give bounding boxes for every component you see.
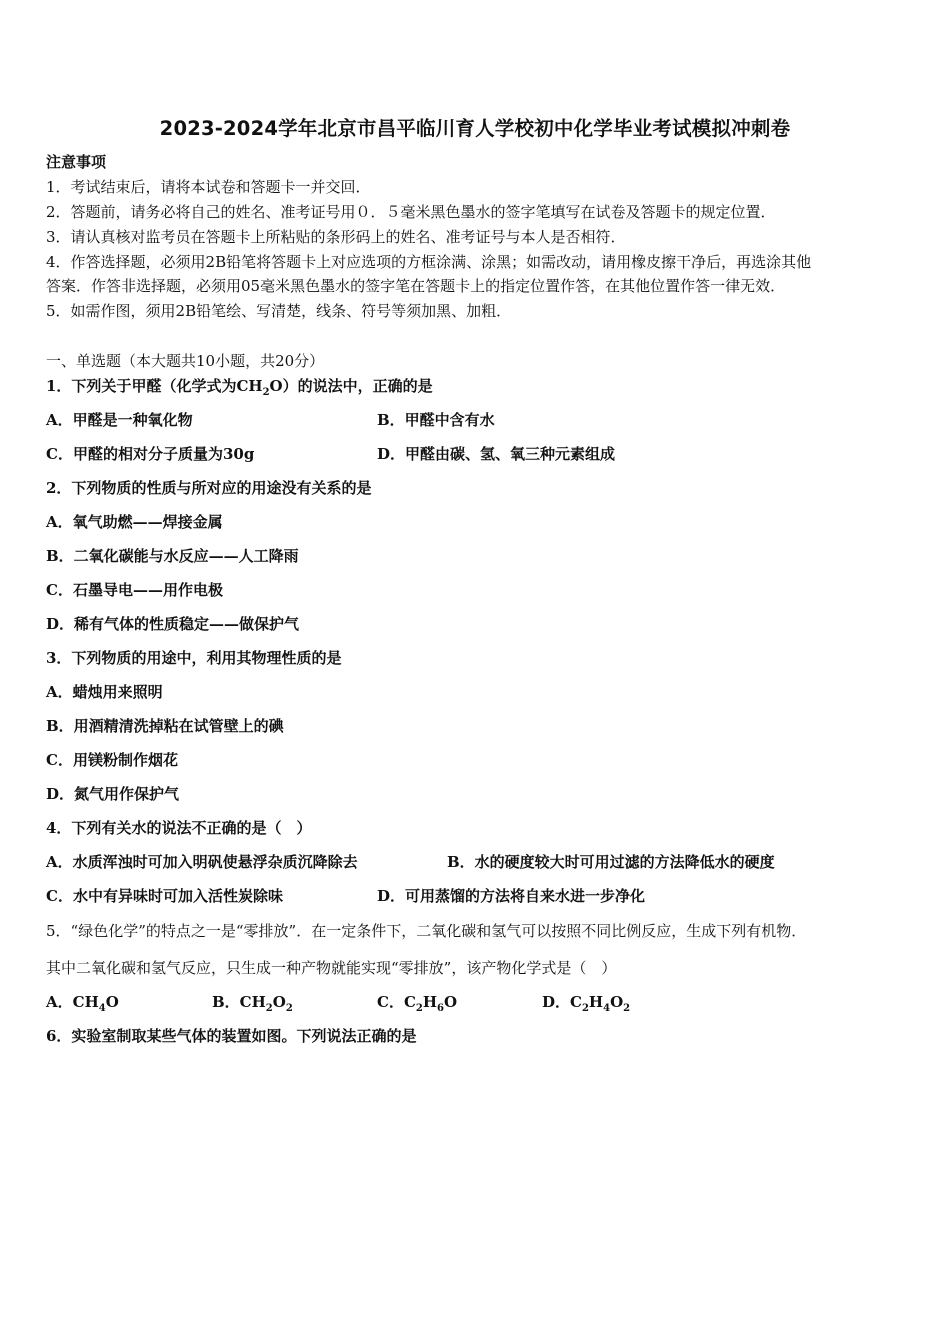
q2-option-d[interactable]: D．稀有气体的性质稳定——做保护气 [46,615,300,633]
q3-option-d[interactable]: D．氮气用作保护气 [46,785,180,803]
q5-option-c[interactable] [377,992,457,1019]
notice-item: 3．请认真核对监考员在答题卡上所粘贴的条形码上的姓名、准考证号与本人是否相符． [46,228,626,246]
stem-text: 1．下列关于甲醛（化学式为CH [46,377,263,395]
question-1-stem [46,376,433,403]
stem-text: O）的说法中，正确的是 [269,377,433,395]
option-text: O [610,993,624,1011]
q3-option-b[interactable]: B．用酒精清洗掉粘在试管壁上的碘 [46,717,284,735]
option-text: H [588,993,604,1011]
subscript: 2 [623,1003,631,1014]
section-heading: 一、单选题（本大题共10小题，共20分） [46,352,325,370]
option-text: C．C [377,993,416,1011]
option-text: O [444,993,458,1011]
subscript: 2 [581,1003,589,1014]
q1-option-a[interactable]: A．甲醛是一种氧化物 [46,411,193,429]
page-title: 2023-2024学年北京市昌平临川育人学校初中化学毕业考试模拟冲刺卷 [159,117,791,140]
option-text: A．CH [46,993,99,1011]
q5-option-d[interactable] [542,992,630,1019]
notice-item: 答案．作答非选择题，必须用05毫米黑色墨水的签字笔在答题卡上的指定位置作答，在其他位置作答一律无效． [46,277,786,295]
option-text: O [105,993,119,1011]
option-text: O [272,993,286,1011]
q2-option-a[interactable]: A．氧气助燃——焊接金属 [46,513,223,531]
q5-option-a[interactable] [46,992,119,1019]
question-6-stem: 6．实验室制取某些气体的装置如图。下列说法正确的是 [46,1027,417,1045]
q2-option-c[interactable]: C．石墨导电——用作电极 [46,581,223,599]
q1-option-d[interactable]: D．甲醛由碳、氢、氧三种元素组成 [377,445,616,463]
option-text: H [422,993,438,1011]
q1-option-c[interactable]: C．甲醛的相对分子质量为30g [46,445,255,463]
question-4-stem: 4．下列有关水的说法不正确的是（ ） [46,819,312,837]
q2-option-b[interactable]: B．二氧化碳能与水反应——人工降雨 [46,547,299,565]
option-text: B．CH [212,993,266,1011]
question-5-stem-line-2: 其中二氧化碳和氢气反应，只生成一种产物就能实现“零排放”，该产物化学式是（ ） [46,959,617,977]
question-2-stem: 2．下列物质的性质与所对应的用途没有关系的是 [46,479,372,497]
q4-option-b[interactable]: B．水的硬度较大时可用过滤的方法降低水的硬度 [447,853,775,871]
subscript: 2 [262,387,270,398]
subscript: 2 [265,1003,273,1014]
question-5-stem-line-1: 5．“绿色化学”的特点之一是“零排放”．在一定条件下，二氧化碳和氢气可以按照不同比例反应，生成下列有机物． [46,922,807,940]
q1-option-b[interactable]: B．甲醛中含有水 [377,411,495,429]
subscript: 2 [285,1003,293,1014]
q4-option-a[interactable]: A．水质浑浊时可加入明矾使悬浮杂质沉降除去 [46,853,358,871]
q4-option-d[interactable]: D．可用蒸馏的方法将自来水进一步净化 [377,887,646,905]
q5-option-b[interactable] [212,992,293,1019]
question-3-stem: 3．下列物质的用途中，利用其物理性质的是 [46,649,342,667]
q4-option-c[interactable]: C．水中有异味时可加入活性炭除味 [46,887,283,905]
notice-heading: 注意事项 [46,153,107,171]
subscript: 4 [603,1003,611,1014]
q3-option-a[interactable]: A．蜡烛用来照明 [46,683,163,701]
notice-item: 5．如需作图，须用2B铅笔绘、写清楚，线条、符号等须加黑、加粗． [46,302,512,320]
subscript: 4 [98,1003,106,1014]
notice-item: 1．考试结束后，请将本试卷和答题卡一并交回． [46,178,371,196]
q3-option-c[interactable]: C．用镁粉制作烟花 [46,751,178,769]
option-text: D．C [542,993,582,1011]
subscript: 6 [437,1003,445,1014]
notice-item: 2．答题前，请务必将自己的姓名、准考证号用０．５毫米黑色墨水的签字笔填写在试卷及答题卡的规定位置． [46,203,776,221]
notice-item: 4．作答选择题，必须用2B铅笔将答题卡上对应选项的方框涂满、涂黑；如需改动，请用橡皮擦干净后，再选涂其他 [46,253,812,271]
subscript: 2 [415,1003,423,1014]
